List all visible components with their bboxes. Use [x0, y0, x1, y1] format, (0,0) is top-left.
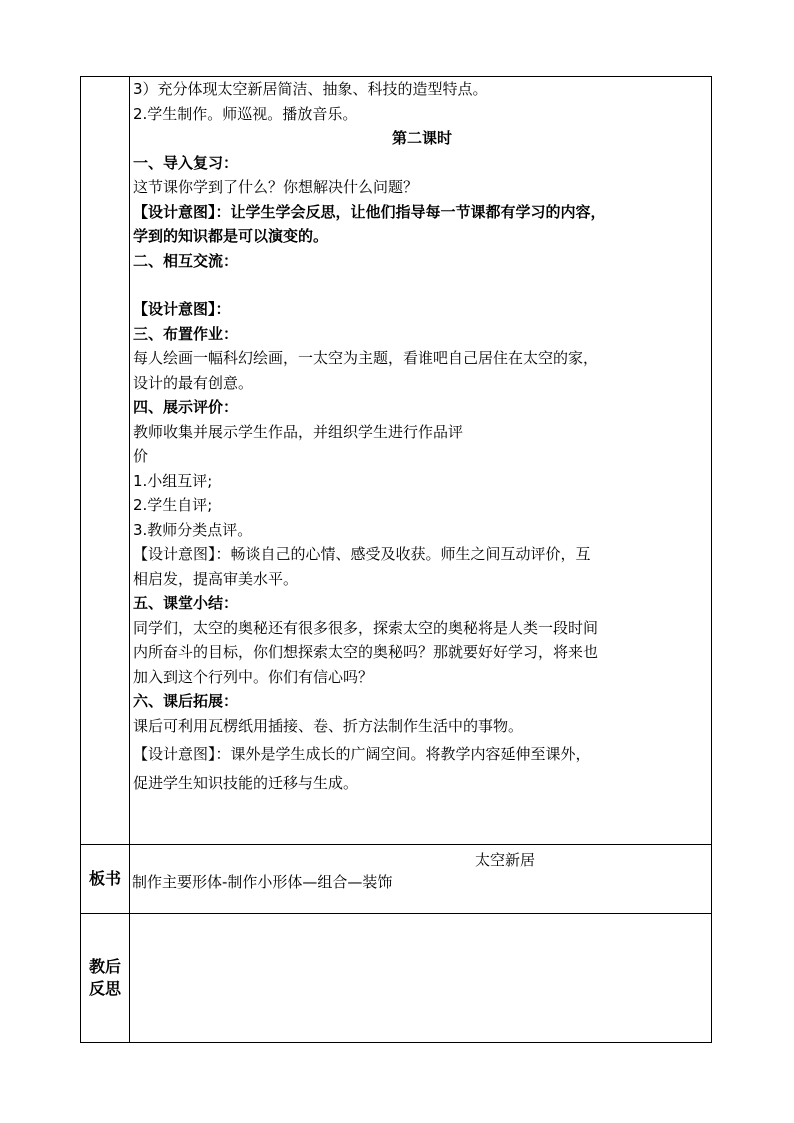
- board-flow: 制作主要形体-制作小形体—组合—装饰: [132, 873, 393, 891]
- reflection-label-line2: 反思: [88, 979, 121, 998]
- design-intent-4-line1: 【设计意图】：课外是学生成长的广阔空间。将教学内容延伸至课外，: [133, 745, 591, 763]
- summary-text-line1: 同学们，太空的奥秘还有很多很多，探索太空的奥秘将是人类一段时间: [133, 618, 599, 637]
- board-content-cell: [130, 845, 712, 914]
- section-extension-heading: 六、课后拓展：: [133, 692, 239, 710]
- reflection-content-cell[interactable]: [130, 914, 712, 1043]
- student-making-text: 2.学生制作。师巡视。播放音乐。: [133, 104, 358, 123]
- section-summary-heading: 五、课堂小结：: [133, 594, 239, 612]
- lesson-content-row: [81, 77, 712, 845]
- lesson-label-cell: [81, 77, 130, 845]
- design-intent-3-line2: 相启发，提高审美水平。: [133, 569, 299, 588]
- evaluation-item-1: 1.小组互评;: [133, 471, 213, 490]
- board-title: 太空新居: [475, 851, 536, 869]
- design-intent-1-line2: 学到的知识都是可以演变的。: [133, 227, 329, 245]
- display-text-line2: 价: [133, 447, 149, 465]
- step-3-text: 3）充分体现太空新居简洁、抽象、科技的造型特点。: [133, 80, 488, 98]
- evaluation-item-3: 3.教师分类点评。: [133, 520, 253, 539]
- second-period-heading: 第二课时: [391, 129, 452, 147]
- board-label: 板书: [81, 845, 130, 914]
- extension-text: 课后可利用瓦楞纸用插接、卷、折方法制作生活中的事物。: [133, 716, 524, 735]
- lesson-plan-table: [80, 76, 712, 1043]
- board-row: [81, 845, 712, 914]
- summary-text-line2: 内所奋斗的目标，你们想探索太空的奥秘吗？那就要好好学习，将来也: [133, 643, 599, 661]
- reflection-label-line1: 教后: [88, 957, 121, 976]
- section-exchange-heading: 二、相互交流：: [133, 251, 239, 270]
- section-display-heading: 四、展示评价：: [133, 398, 239, 416]
- display-text-line1: 教师收集并展示学生作品，并组织学生进行作品评: [133, 422, 464, 441]
- design-intent-3-line1: 【设计意图】：畅谈自己的心情、感受及收获。师生之间互动评价，互: [133, 545, 591, 563]
- homework-text-line2: 设计的最有创意。: [133, 373, 254, 392]
- section-homework-heading: 三、布置作业：: [133, 324, 239, 343]
- homework-text-line1: 每人绘画一幅科幻绘画，一太空为主题，看谁吧自己居住在太空的家，: [133, 349, 599, 367]
- section-review-heading: 一、导入复习：: [133, 153, 239, 172]
- lesson-content-cell: [130, 77, 712, 845]
- review-question-text: 这节课你学到了什么？你想解决什么问题？: [133, 178, 419, 196]
- design-intent-1-line1: 【设计意图】：让学生学会反思，让他们指导每一节课都有学习的内容，: [133, 202, 606, 221]
- reflection-label: [81, 914, 130, 1043]
- summary-text-line3: 加入到这个行列中。你们有信心吗？: [133, 667, 374, 686]
- design-intent-2-label: 【设计意图】：: [133, 300, 231, 318]
- reflection-row: [81, 914, 712, 1043]
- design-intent-4-line2: 促进学生知识技能的迁移与生成。: [133, 773, 359, 792]
- evaluation-item-2: 2.学生自评;: [133, 496, 213, 514]
